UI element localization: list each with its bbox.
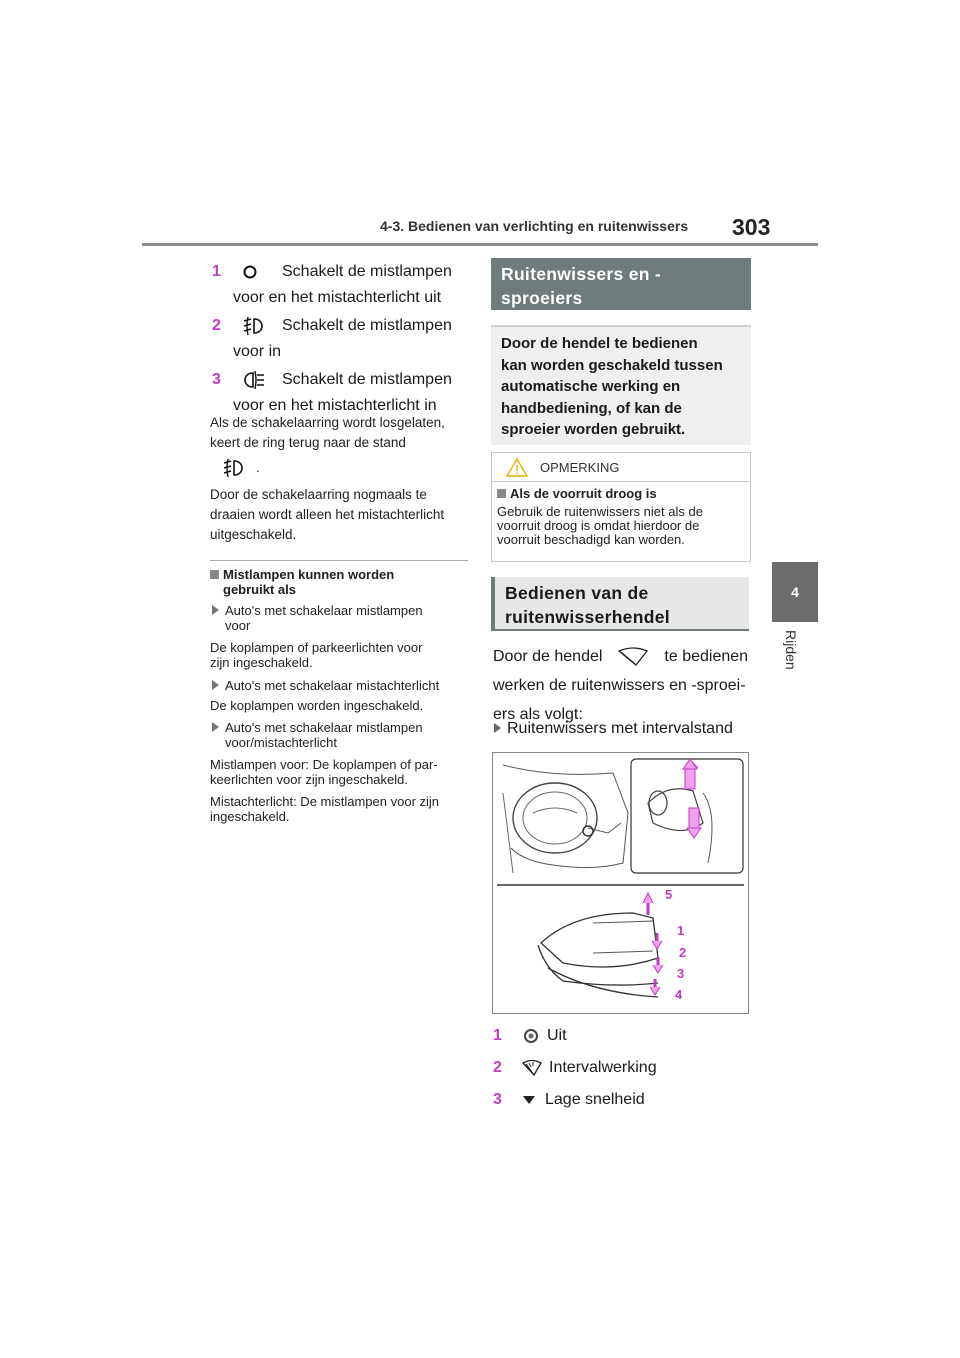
item-number: 2	[493, 1059, 502, 1076]
notice-label: OPMERKING	[540, 459, 620, 475]
wiper-lever-icon	[616, 647, 650, 667]
notice-heading: Als de voorruit droog is	[510, 486, 657, 501]
item-number: 3	[493, 1091, 502, 1108]
mode-item-3	[493, 1088, 645, 1111]
sub2-text: De koplampen worden ingeschakeld.	[210, 698, 424, 713]
diagram-label-2: 2	[679, 945, 687, 960]
warning-icon	[506, 458, 528, 477]
item-text: Schakelt de mistlampen	[282, 371, 452, 388]
page-number: 303	[732, 214, 771, 240]
triangle-bullet-icon	[212, 722, 219, 732]
square-bullet-icon	[210, 570, 219, 579]
section-heading-lever: Bedienen van de ruitenwisserhendel	[491, 577, 749, 631]
square-bullet-icon	[497, 489, 506, 498]
sub3-text-2: Mistachterlicht: De mistlampen voor zijn ingeschakeld.	[210, 794, 440, 824]
release-text-1: Als de schakelaarring wordt losgelaten,	[210, 415, 445, 430]
sub3-title: Auto's met schakelaar mistlampen voor/mistachterlicht	[212, 720, 423, 750]
item-text: voor in	[233, 343, 282, 360]
item-number: 1	[212, 263, 221, 280]
triangle-bullet-icon	[212, 605, 219, 615]
rear-fog-icon	[242, 370, 282, 390]
diagram-label-4: 4	[675, 987, 683, 1002]
mode-label: Uit	[547, 1027, 567, 1044]
front-fog-icon	[222, 458, 246, 478]
item-text: voor en het mistachterlicht uit	[233, 289, 442, 306]
chapter-number: 4	[791, 584, 799, 600]
item-text: Schakelt de mistlampen	[282, 317, 452, 334]
again-text-2: draaien wordt alleen het mistachterlicht	[210, 507, 445, 522]
item-number: 1	[493, 1027, 502, 1044]
sub2-title: Auto's met schakelaar mistachterlicht	[212, 678, 439, 693]
item-number: 2	[212, 317, 221, 334]
mode-label: Lage snelheid	[545, 1091, 645, 1108]
notice-box	[491, 452, 751, 562]
notice-text: Gebruik de ruitenwissers niet als de voorruit droog is omdat hierdoor de voorruit beschadigd kan worden.	[497, 504, 703, 547]
diagram-label-1: 1	[677, 923, 685, 938]
again-text-3: uitgeschakeld.	[210, 527, 297, 542]
section-heading-wipers: Ruitenwissers en - sproeiers	[491, 258, 751, 310]
diagram-label-5: 5	[665, 887, 673, 902]
item-number: 3	[212, 371, 221, 388]
triangle-bullet-icon	[494, 723, 501, 733]
operate-text: Door de hendel te bedienen werken de ruitenwissers en -sproei- ers als volgt:	[493, 648, 749, 723]
wiper-lever-illustration	[492, 752, 749, 1014]
interval-title: Ruitenwissers met intervalstand	[494, 717, 733, 740]
fog-item-2	[212, 314, 472, 363]
again-text-1: Door de schakelaarring nogmaals te	[210, 487, 427, 502]
summary-box: Door de hendel te bedienen kan worden geschakeld tussen automatische werking en handbediening, of kan de sproeier worden gebruikt.	[491, 325, 751, 445]
sub3-text-1: Mistlampen voor: De koplampen of par- keerlichten voor zijn ingeschakeld.	[210, 757, 438, 787]
item-text: voor en het mistachterlicht in	[233, 397, 437, 414]
usable-heading: Mistlampen kunnen worden gebruikt als	[210, 567, 394, 597]
fog-item-1	[212, 260, 472, 309]
section-header: 4-3. Bedienen van verlichting en ruitenwissers	[380, 218, 689, 234]
chapter-label: Rijden	[783, 630, 799, 670]
release-dot: .	[256, 460, 260, 475]
low-speed-icon	[521, 1094, 537, 1106]
sub1-text: De koplampen of parkeerlichten voor zijn ingeschakeld.	[210, 640, 423, 670]
header-rule	[142, 243, 818, 246]
diagram-label-3: 3	[677, 966, 685, 981]
fog-item-3	[212, 368, 472, 417]
wiper-off-icon	[521, 1027, 541, 1045]
mode-item-2	[493, 1056, 657, 1079]
mode-item-1	[493, 1024, 567, 1047]
chapter-tab[interactable]	[772, 562, 818, 622]
release-text-2: keert de ring terug naar de stand	[210, 435, 406, 450]
fog-off-icon	[242, 264, 282, 280]
front-fog-icon	[242, 316, 282, 336]
mode-label: Intervalwerking	[549, 1059, 657, 1076]
triangle-bullet-icon	[212, 680, 219, 690]
wiper-interval-icon	[521, 1059, 543, 1077]
divider	[210, 560, 468, 561]
release-stand	[222, 458, 260, 478]
sub1-title: Auto's met schakelaar mistlampen voor	[212, 603, 423, 633]
item-text: Schakelt de mistlampen	[282, 263, 452, 280]
